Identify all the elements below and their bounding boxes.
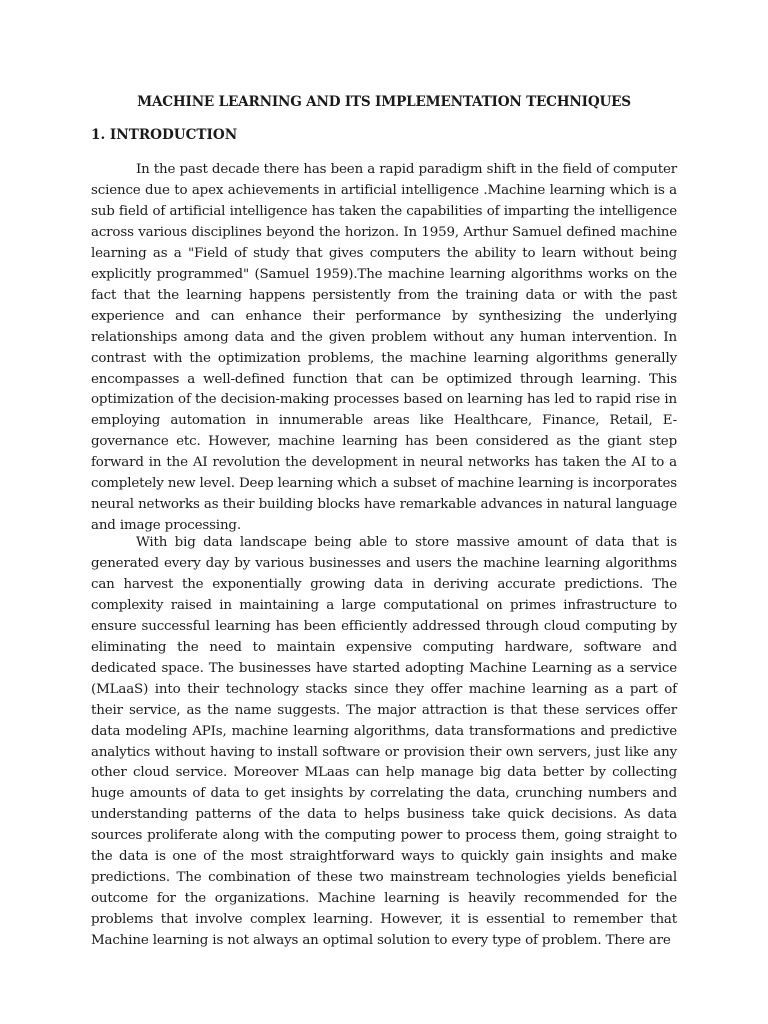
document-title: MACHINE LEARNING AND ITS IMPLEMENTATION TECHNIQUES	[137, 94, 631, 110]
paragraph-1: In the past decade there has been a rapid paradigm shift in the field of computer science due to apex achievements in artificial intelligence .Machine learning which is a sub field of artificial intelligence has taken the capabilities of imparting the intelligence across various disciplines beyond the horizon. In 1959, Arthur Samuel defined machine learning as a "Field of study that gives computers the ability to learn without being explicitly programmed" (Samuel 1959).The machine learning algorithms works on the fact that the learning happens persistently from the training data or with the past experience and can enhance their performance by synthesizing the underlying relationships among data and the given problem without any human intervention. In contrast with the optimization problems, the machine learning algorithms generally encompasses a well-defined function that can be optimized through learning. This optimization of the decision-making processes based on learning has led to rapid rise in employing automation in innumerable areas like Healthcare, Finance, Retail, E-governance etc. However, machine learning has been considered as the giant step forward in the AI revolution the development in neural networks has taken the AI to a completely new level. Deep learning which a subset of machine learning is incorporates neural networks as their building blocks have remarkable advances in natural language and image processing.	[91, 162, 677, 534]
section-heading-introduction: 1. INTRODUCTION	[91, 127, 238, 143]
paragraph-2: With big data landscape being able to store massive amount of data that is generated every day by various businesses and users the machine learning algorithms can harvest the exponentially growing data in deriving accurate predictions. The complexity raised in maintaining a large computational on primes infrastructure to ensure successful learning has been efficiently addressed through cloud computing by eliminating the need to maintain expensive computing hardware, software and dedicated space. The businesses have started adopting Machine Learning as a service (MLaaS) into their technology stacks since they offer machine learning as a part of their service, as the name suggests. The major attraction is that these services offer data modeling APIs, machine learning algorithms, data transformations and predictive analytics without having to install software or provision their own servers, just like any other cloud service. Moreover MLaas can help manage big data better by collecting huge amounts of data to get insights by correlating the data, crunching numbers and understanding patterns of the data to helps business take quick decisions. As data sources proliferate along with the computing power to process them, going straight to the data is one of the most straightforward ways to quickly gain insights and make predictions. The combination of these two mainstream technologies yields beneficial outcome for the organizations. Machine learning is heavily recommended for the problems that involve complex learning. However, it is essential to remember that Machine learning is not always an optimal solution to every type of problem. There are	[91, 535, 677, 949]
